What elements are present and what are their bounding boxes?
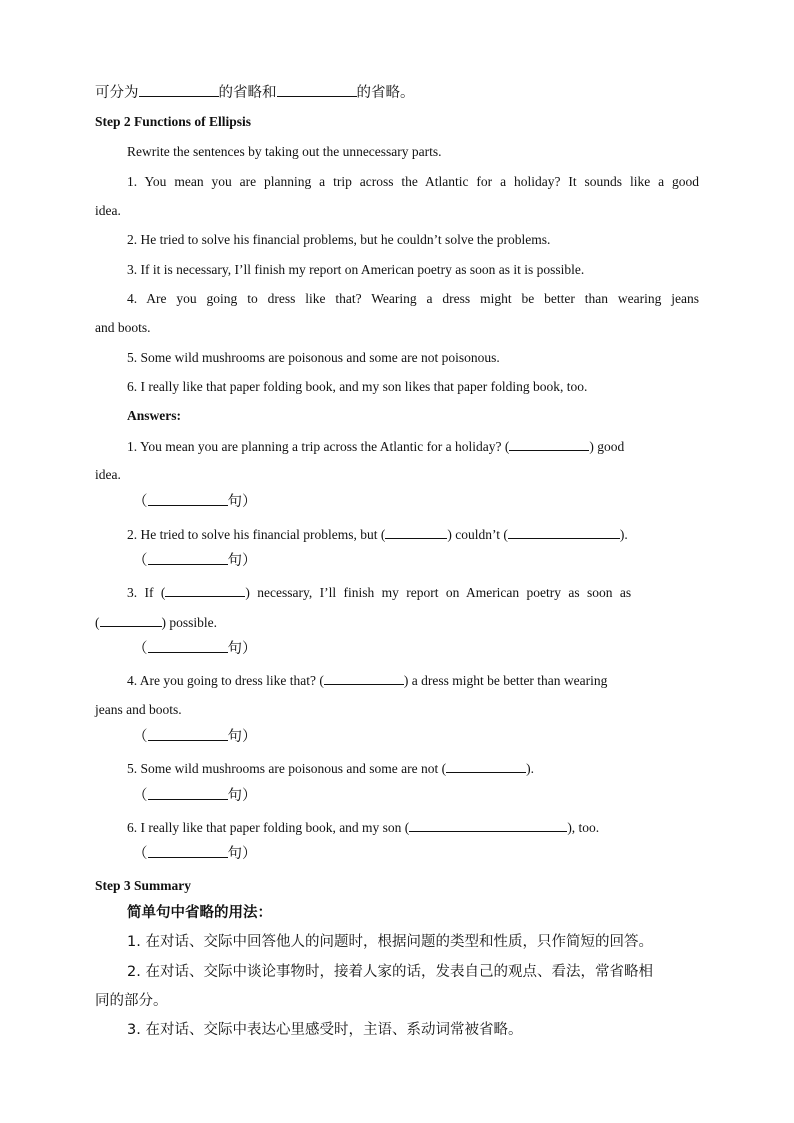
sentence-5: 5. Some wild mushrooms are poisonous and some are not poisonous. bbox=[127, 350, 500, 365]
summary-point-3: 3. 在对话、交际中表达心里感受时，主语、系动词常被省略。 bbox=[127, 1022, 523, 1038]
intro-text-c: 的省略。 bbox=[356, 85, 415, 101]
blank bbox=[148, 551, 228, 565]
answer-1-cont: idea. bbox=[95, 467, 121, 482]
summary-point-2: 2. 在对话、交际中谈论事物时，接着人家的话，发表自己的观点、看法，常省略相 bbox=[127, 964, 653, 980]
sentence-6: 6. I really like that paper folding book, and my son likes that paper folding book, too. bbox=[127, 379, 588, 394]
answer-4: 4. Are you going to dress like that? ( ) a dress might be better than wearing bbox=[127, 673, 608, 688]
answer-1: 1. You mean you are planning a trip across the Atlantic for a holiday? ( ) good bbox=[127, 439, 625, 454]
blank bbox=[165, 583, 245, 597]
sentence-1: 1. You mean you are planning a trip across the Atlantic for a holiday? It sounds like a good bbox=[127, 174, 699, 189]
summary-point-2-cont: 同的部分。 bbox=[95, 993, 168, 1009]
intro-line bbox=[95, 83, 705, 102]
blank bbox=[409, 818, 567, 832]
answer-3-cont: ( ) possible. bbox=[95, 615, 217, 630]
sentence-3: 3. If it is necessary, I’ll finish my report on American poetry as soon as it is possible. bbox=[127, 262, 585, 277]
answer-4-cont: jeans and boots. bbox=[95, 702, 182, 717]
sentence-type-3: （ 句） bbox=[133, 641, 257, 657]
answer-6: 6. I really like that paper folding book, and my son ( ), too. bbox=[127, 820, 600, 835]
step2-heading: Step 2 Functions of Ellipsis bbox=[95, 114, 252, 129]
blank bbox=[148, 639, 228, 653]
blank bbox=[148, 786, 228, 800]
blank bbox=[277, 83, 357, 97]
sentence-type-2: （ 句） bbox=[133, 553, 257, 569]
answer-5: 5. Some wild mushrooms are poisonous and some are not ( ). bbox=[127, 761, 534, 776]
step3-subheading: 简单句中省略的用法： bbox=[127, 905, 272, 921]
sentence-4-cont: and boots. bbox=[95, 320, 151, 335]
blank bbox=[508, 525, 620, 539]
blank bbox=[324, 671, 404, 685]
blank bbox=[148, 727, 228, 741]
sentence-type-6: （ 句） bbox=[133, 846, 257, 862]
sentence-type-1: （ 句） bbox=[133, 494, 257, 510]
sentence-4: 4. Are you going to dress like that? Wearing a dress might be better than wearing jeans bbox=[127, 291, 699, 306]
sentence-type-5: （ 句） bbox=[133, 788, 257, 804]
blank bbox=[148, 492, 228, 506]
blank bbox=[446, 759, 526, 773]
intro-text-a: 可分为 bbox=[95, 85, 139, 101]
blank bbox=[385, 525, 447, 539]
blank bbox=[148, 844, 228, 858]
answer-3: 3. If ( ) necessary, I’ll finish my report on American poetry as soon as bbox=[127, 585, 632, 600]
sentence-type-4: （ 句） bbox=[133, 729, 257, 745]
blank bbox=[100, 613, 162, 627]
instruction: Rewrite the sentences by taking out the unnecessary parts. bbox=[127, 144, 442, 159]
step3-heading: Step 3 Summary bbox=[95, 878, 192, 893]
blank bbox=[509, 437, 589, 451]
intro-text-b: 的省略和 bbox=[218, 85, 277, 101]
sentence-1-cont: idea. bbox=[95, 203, 121, 218]
sentence-2: 2. He tried to solve his financial problems, but he couldn’t solve the problems. bbox=[127, 232, 551, 247]
answer-2: 2. He tried to solve his financial problems, but ( ) couldn’t ( ). bbox=[127, 527, 628, 542]
answers-heading: Answers: bbox=[127, 408, 181, 423]
blank bbox=[139, 83, 219, 97]
summary-point-1: 1. 在对话、交际中回答他人的问题时，根据问题的类型和性质，只作简短的回答。 bbox=[127, 934, 653, 950]
